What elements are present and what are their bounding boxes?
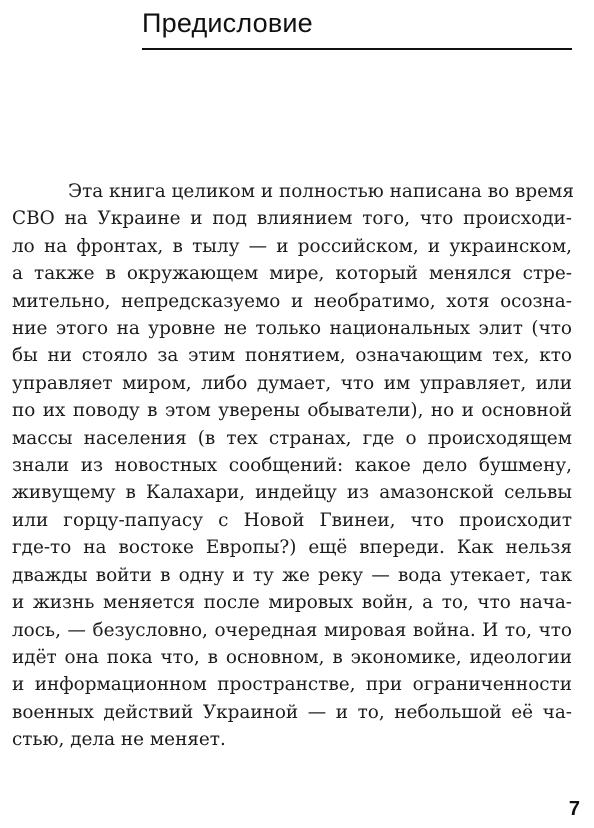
text-line: и информационном пространстве, при ограниченности [12, 674, 572, 696]
text-line: ло на фронтах, в тылу — и российском, и украинском, [12, 235, 572, 257]
text-line: по их поводу в этом уверены обыватели), но и основной [12, 400, 572, 422]
chapter-header [142, 4, 572, 50]
text-line: бы ни стояло за этим понятием, означающим тех, кто [12, 345, 572, 367]
body-paragraph [12, 178, 572, 754]
text-line: или горцу-папуасу с Новой Гвинеи, что происходит [12, 509, 572, 531]
text-line: где-то на востоке Европы?) ещё впереди. Как нельзя [12, 537, 572, 559]
text-line: лось, — безусловно, очередная мировая война. И то, что [12, 619, 572, 641]
text-line: а также в окружающем мире, который менялся стре- [12, 263, 572, 285]
text-line: и жизнь меняется после мировых войн, а то, что нача- [12, 592, 572, 614]
text-line: военных действий Украиной — и то, небольшой её ча- [12, 701, 572, 723]
text-line: Эта книга целиком и полностью написана во время [68, 181, 574, 202]
page-number: 7 [568, 798, 580, 820]
text-line: идёт она пока что, в основном, в экономике, идеологии [12, 646, 572, 668]
text-line: управляет миром, либо думает, что им управляет, или [12, 372, 572, 394]
text-line: стью, дела не меняет. [12, 729, 226, 751]
text-line: ние этого на уровне не только национальных элит (что [12, 318, 572, 340]
text-line: массы населения (в тех странах, где о происходящем [12, 427, 572, 449]
chapter-title: Предисловие [142, 8, 313, 38]
text-line: живущему в Калахари, индейцу из амазонской сельвы [12, 482, 572, 504]
header-rule [142, 48, 572, 50]
text-line: дважды войти в одну и ту же реку — вода утекает, так [12, 564, 572, 586]
text-line: знали из новостных сообщений: какое дело бушмену, [12, 455, 572, 477]
text-line: СВО на Украине и под влиянием того, что происходи- [12, 208, 572, 230]
text-line: мительно, непредсказуемо и необратимо, хотя осозна- [12, 290, 572, 312]
